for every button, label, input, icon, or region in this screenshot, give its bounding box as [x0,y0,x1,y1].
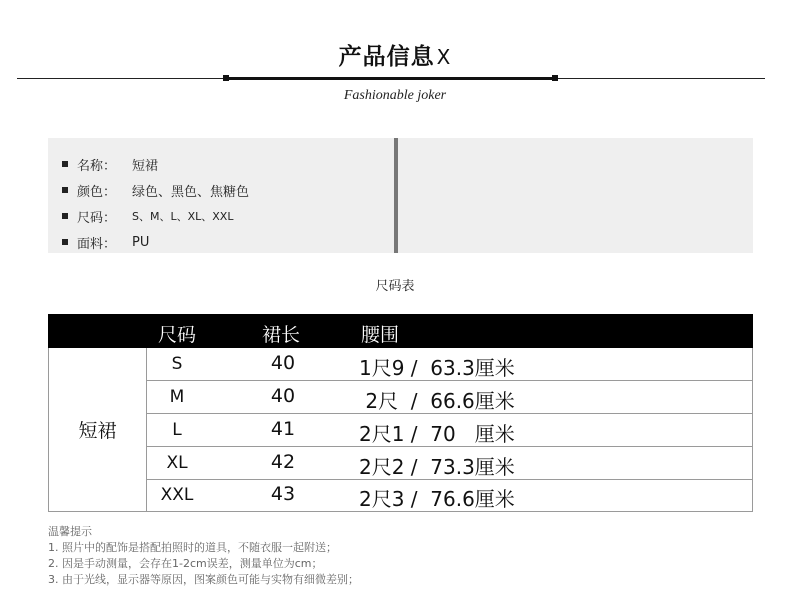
table-body [48,348,753,512]
waist-cell: 1尺9 / 63.3厘米 [359,356,515,380]
table-row [147,479,752,511]
info-value: 绿色、黑色、焦糖色 [132,184,250,200]
note-item: 3. 由于光线，显示器等原因，图案颜色可能与实物有细微差别； [48,573,359,586]
info-item-size [62,203,249,229]
notes-section [48,524,359,588]
info-value: 短裙 [132,158,159,174]
size-cell: M [169,387,185,407]
header-length: 裙长 [262,324,301,346]
size-cell: L [172,420,182,440]
title-text: 产品信息 [338,44,435,70]
waist-cell: 2尺1 / 70 厘米 [359,422,515,446]
size-cell: XXL [160,485,194,505]
note-item: 1. 照片中的配饰是搭配拍照时的道具，不随衣服一起附送； [48,541,337,554]
info-label: 面料： [77,236,117,252]
title-suffix: X [436,45,452,69]
waist-cell: 2尺3 / 76.6厘米 [359,487,515,511]
title-divider-accent [226,77,556,80]
notes-title: 温馨提示 [48,525,92,538]
length-cell: 40 [270,385,296,407]
info-label: 尺码： [77,210,117,226]
length-cell: 43 [270,483,296,505]
waist-cell: 2尺2 / 73.3厘米 [359,455,515,479]
table-header [48,314,753,348]
note-item: 2. 因是手动测量，会存在1-2cm误差，测量单位为cm； [48,557,323,570]
info-value: S、M、L、XL、XXL [132,210,234,223]
bullet-icon [62,161,68,167]
subtitle: Fashionable joker [343,88,447,103]
waist-cell: 2尺 / 66.6厘米 [359,389,515,413]
page-title [0,38,790,71]
length-cell: 41 [270,418,296,440]
info-list [62,151,249,255]
header-size: 尺码 [158,324,197,346]
length-cell: 42 [270,451,296,473]
bullet-icon [62,213,68,219]
info-item-color [62,177,249,203]
table-row [147,348,752,381]
table-row [147,381,752,414]
info-item-material [62,229,249,255]
size-cell: XL [166,453,188,473]
info-label: 名称： [77,158,117,174]
length-cell: 40 [270,352,296,374]
table-row [147,447,752,480]
divider-dot-right [552,75,558,81]
size-table [48,314,753,512]
divider-dot-left [223,75,229,81]
size-table-caption: 尺码表 [375,279,415,294]
size-cell: S [171,354,183,374]
table-row [147,414,752,447]
info-divider [394,138,398,253]
bullet-icon [62,187,68,193]
product-info-panel [48,138,753,253]
info-item-name [62,151,249,177]
info-label: 颜色： [77,184,117,200]
header-waist: 腰围 [361,324,400,346]
bullet-icon [62,239,68,245]
category-cell: 短裙 [49,348,147,511]
info-value: PU [132,234,150,250]
